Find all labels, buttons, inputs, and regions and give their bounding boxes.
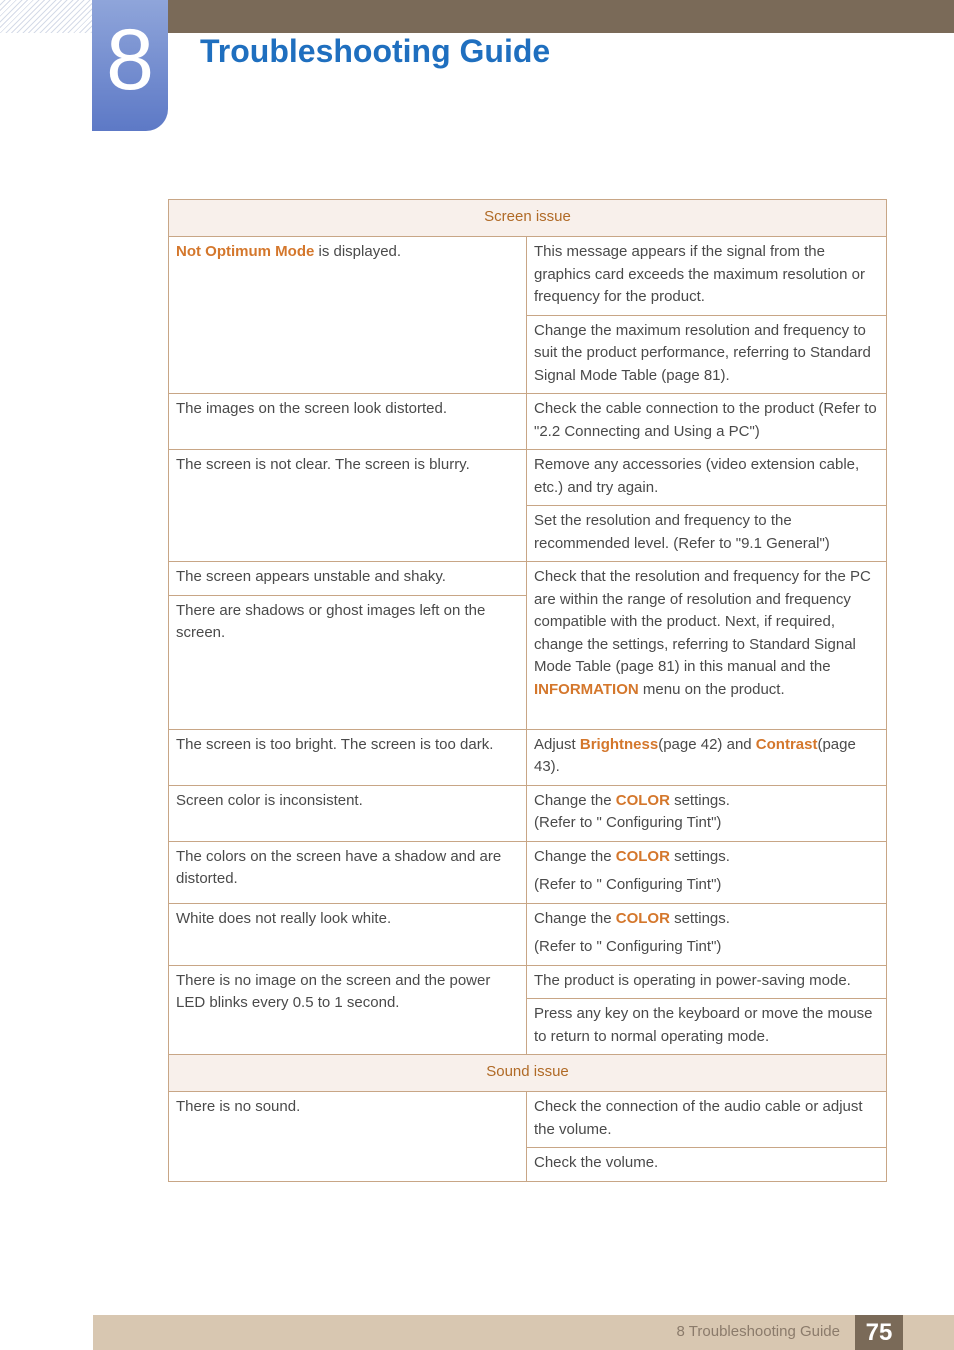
solution-cell	[527, 841, 887, 903]
solution-cell	[527, 903, 887, 965]
footer-chapter-label: 8 Troubleshooting Guide	[676, 1323, 840, 1340]
solution-cell: Check the volume.	[527, 1148, 887, 1182]
table-row	[169, 1092, 887, 1148]
solution-text: settings.	[669, 909, 730, 927]
solution-text: Check that the resolution and frequency for the PC are within the range of resolution and frequency compatible with the product. Next, if required, change the settings, referring to Standard Signal Mode Table (page 81) in this manual and the	[534, 568, 871, 675]
problem-cell: White does not really look white.	[169, 903, 527, 965]
screen-issue-table	[168, 199, 887, 1055]
table-row	[169, 729, 887, 785]
highlight-term: COLOR	[615, 847, 670, 865]
solution-text: Change the	[534, 847, 616, 865]
highlight-term: Brightness	[579, 735, 659, 753]
solution-text: (page 43).	[534, 735, 856, 775]
solution-cell	[527, 785, 887, 841]
table-row	[169, 562, 887, 596]
solution-cell	[527, 729, 887, 785]
problem-cell: The colors on the screen have a shadow and are distorted.	[169, 841, 527, 903]
solution-cell: Check the cable connection to the product (Refer to "2.2 Connecting and Using a PC")	[527, 394, 887, 450]
solution-text: (page 42) and	[658, 735, 756, 753]
table-row	[169, 394, 887, 450]
highlight-term: Contrast	[755, 735, 818, 753]
solution-cell: Set the resolution and frequency to the recommended level. (Refer to "9.1 General")	[527, 506, 887, 562]
page-number: 75	[855, 1315, 903, 1350]
table-row	[169, 785, 887, 841]
page-footer	[93, 1315, 954, 1350]
highlight-term: COLOR	[615, 791, 670, 809]
solution-text: settings.	[669, 847, 730, 865]
problem-cell: The screen is not clear. The screen is blurry.	[169, 450, 527, 562]
highlight-term: COLOR	[615, 909, 670, 927]
table-row	[169, 903, 887, 965]
table-row	[169, 965, 887, 999]
problem-cell: The screen appears unstable and shaky.	[169, 562, 527, 596]
solution-cell: Press any key on the keyboard or move the mouse to return to normal operating mode.	[527, 999, 887, 1055]
page-title: Troubleshooting Guide	[200, 33, 551, 69]
solution-cell: This message appears if the signal from the graphics card exceeds the maximum resolution or frequency for the product.	[527, 237, 887, 316]
solution-text: menu on the product.	[638, 680, 785, 698]
problem-cell: The images on the screen look distorted.	[169, 394, 527, 450]
problem-cell: There are shadows or ghost images left on the screen.	[169, 595, 527, 729]
solution-cell	[527, 562, 887, 730]
solution-reference: (Refer to " Configuring Tint")	[534, 814, 722, 831]
problem-cell: There is no sound.	[169, 1092, 527, 1182]
header-bar	[168, 0, 954, 33]
table-row	[169, 450, 887, 506]
problem-cell	[169, 237, 527, 394]
solution-text: settings.	[669, 791, 730, 809]
header-hatch-pattern	[0, 0, 92, 33]
highlight-term: Not Optimum Mode	[176, 243, 315, 260]
chapter-number-badge: 8	[92, 0, 168, 131]
solution-cell: Remove any accessories (video extension cable, etc.) and try again.	[527, 450, 887, 506]
solution-text: Change the	[534, 791, 616, 809]
problem-text: is displayed.	[314, 243, 402, 260]
problem-cell: The screen is too bright. The screen is too dark.	[169, 729, 527, 785]
solution-cell: Check the connection of the audio cable or adjust the volume.	[527, 1092, 887, 1148]
solution-reference: (Refer to " Configuring Tint")	[534, 938, 722, 955]
solution-cell: The product is operating in power-saving mode.	[527, 965, 887, 999]
solution-cell: Change the maximum resolution and frequency to suit the product performance, referring to Standard Signal Mode Table (page 81).	[527, 315, 887, 394]
solution-reference: (Refer to " Configuring Tint")	[534, 876, 722, 893]
table-row	[169, 841, 887, 903]
sound-issue-table	[168, 1054, 887, 1182]
solution-text: Change the	[534, 909, 616, 927]
problem-cell: Screen color is inconsistent.	[169, 785, 527, 841]
table-row	[169, 237, 887, 316]
table-heading: Screen issue	[169, 200, 887, 237]
solution-text: Adjust	[534, 735, 580, 753]
table-heading: Sound issue	[169, 1055, 887, 1092]
highlight-term: INFORMATION	[534, 680, 639, 698]
problem-cell: There is no image on the screen and the power LED blinks every 0.5 to 1 second.	[169, 965, 527, 1055]
